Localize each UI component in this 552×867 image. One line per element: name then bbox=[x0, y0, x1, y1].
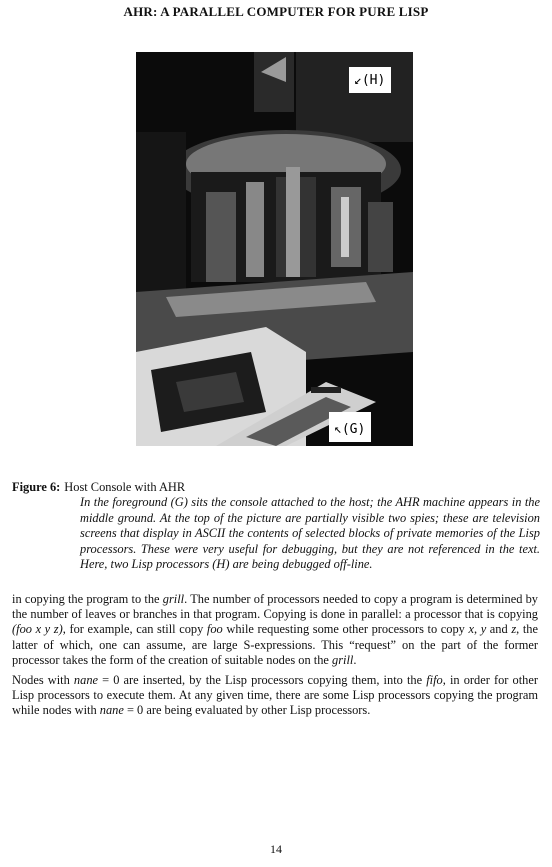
arrow-icon: ↖ bbox=[334, 422, 342, 437]
paragraph bbox=[12, 673, 538, 719]
text-run: = 0 are being evaluated by other Lisp processors. bbox=[123, 703, 371, 718]
emphasis: (foo x y z) bbox=[12, 622, 63, 637]
figure-caption bbox=[12, 480, 540, 572]
label-g: (G) bbox=[341, 422, 366, 437]
paragraph bbox=[12, 592, 538, 668]
text-run: . bbox=[353, 652, 357, 667]
text-run: . The number of processors needed to copy a program is determined by the number of leaves or branches in that program. Copying is done in parallel: a processor that is copying bbox=[12, 592, 538, 622]
emphasis: y bbox=[480, 622, 487, 637]
emphasis: z bbox=[511, 622, 517, 637]
emphasis: nane bbox=[73, 673, 99, 688]
label-h-tag bbox=[349, 67, 391, 93]
text-run: , bbox=[473, 622, 481, 637]
body-text bbox=[12, 592, 538, 724]
text-run: Nodes with bbox=[12, 673, 74, 688]
emphasis: foo bbox=[206, 622, 223, 637]
arrow-icon: ↙ bbox=[354, 73, 362, 88]
text-run: , the latter of which, one can assume, are large S-expressions. This “request” on the part of the former processor takes the form of the creation of suitable nodes on the bbox=[12, 622, 538, 667]
host-console-photo bbox=[136, 52, 413, 446]
figure-description: In the foreground (G) sits the console attached to the host; the AHR machine appears in the middle ground. At the top of the picture are partially visible two spies; these are television screens that display in ASCII the contents of selected blocks of private memories of the Lisp processors. These were very useful for debugging, but they are not referenced in the text. Here, two Lisp processors (H) are being debugged off-line. bbox=[80, 495, 540, 572]
emphasis: fifo bbox=[426, 673, 443, 688]
text-run: while requesting some other processors to copy bbox=[222, 622, 469, 637]
page-number: 14 bbox=[270, 842, 282, 856]
text-run: and bbox=[486, 622, 512, 637]
figure-title: Host Console with AHR bbox=[64, 480, 186, 494]
label-g-tag bbox=[329, 412, 371, 442]
figure-label: Figure 6: bbox=[12, 480, 61, 494]
emphasis: grill bbox=[332, 652, 354, 667]
photo-illustration bbox=[136, 52, 413, 446]
running-head: AHR: A PARALLEL COMPUTER FOR PURE LISP bbox=[123, 4, 429, 19]
label-h: (H) bbox=[361, 73, 386, 88]
text-run: , in order for other Lisp processors to execute them. At any given time, there are some Lisp processors copying the program while nodes with bbox=[12, 673, 538, 718]
text-run: in copying the program to the bbox=[12, 592, 163, 606]
figure-heading bbox=[12, 480, 540, 495]
emphasis: x bbox=[468, 622, 474, 637]
text-run: = 0 are inserted, by the Lisp processors copying them, into the bbox=[98, 673, 427, 688]
emphasis: nane bbox=[99, 703, 124, 718]
text-run: , for example, can still copy bbox=[62, 622, 207, 637]
emphasis: grill bbox=[162, 592, 185, 606]
